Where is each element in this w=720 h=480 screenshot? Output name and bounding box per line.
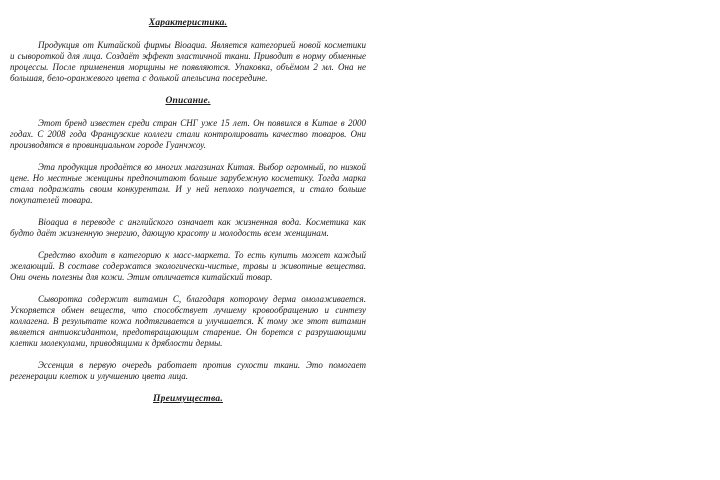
text-column — [10, 6, 366, 416]
paragraph-description-2: Эта продукция продаётся во многих магазинах Китая. Выбор огромный, по низкой цене. Но местные женщины предпочитают больше зарубежную косметику. Тогда марка стала подражать своим конкурентам. И у ней неплохо получается, и стало больше покупателей товара. — [10, 162, 366, 205]
section-heading-advantages: Преимущества. — [153, 394, 223, 404]
paragraph-description-6: Эссенция в первую очередь работает против сухости ткани. Это помогает регенерации клеток и улучшению цвета лица. — [10, 360, 366, 381]
paragraph-description-3: Bioaqua в переводе с английского означает как жизненная вода. Косметика как будто даёт жизненную энергию, дающую красоту и молодость всем женщинам. — [10, 217, 366, 238]
paragraph-characteristics-1: Продукция от Китайской фирмы Bioaqua. Является категорией новой косметики и сывороткой для лица. Создаёт эффект эластичной ткани. Приводит в норму обменные процессы. После применения морщины не появляются. Упаковка, объёмом 2 мл. Она не большая, бело-оранжевого цвета с долькой апельсина посередине. — [10, 40, 366, 83]
paragraph-description-4: Средство входит в категорию к масс-маркета. То есть купить может каждый желающий. В составе содержатся экологически-чистые, травы и животные вещества. Они очень полезны для кожи. Этим отличается китайский товар. — [10, 250, 366, 282]
section-heading-characteristics: Характеристика. — [148, 18, 228, 28]
paragraph-description-1: Этот бренд известен среди стран СНГ уже 15 лет. Он появился в Китае в 2000 годах. С 2008 года Французские коллеги стали контролировать качество товаров. Они производятся в провинциальном городе Гуанчжоу. — [10, 118, 366, 150]
section-heading-description: Описание. — [165, 96, 211, 106]
paragraph-description-5: Сыворотка содержит витамин С, благодаря которому дерма омолаживается. Ускоряется обмен веществ, что способствует лучшему кровообращению и синтезу коллагена. В результате кожа подтягивается и улучшается. К тому же этот витамин является антиоксидантом, предотвращающим старение. Он борется с разрушающими клетки молекулами, приводящими к дряблости дермы. — [10, 294, 366, 348]
